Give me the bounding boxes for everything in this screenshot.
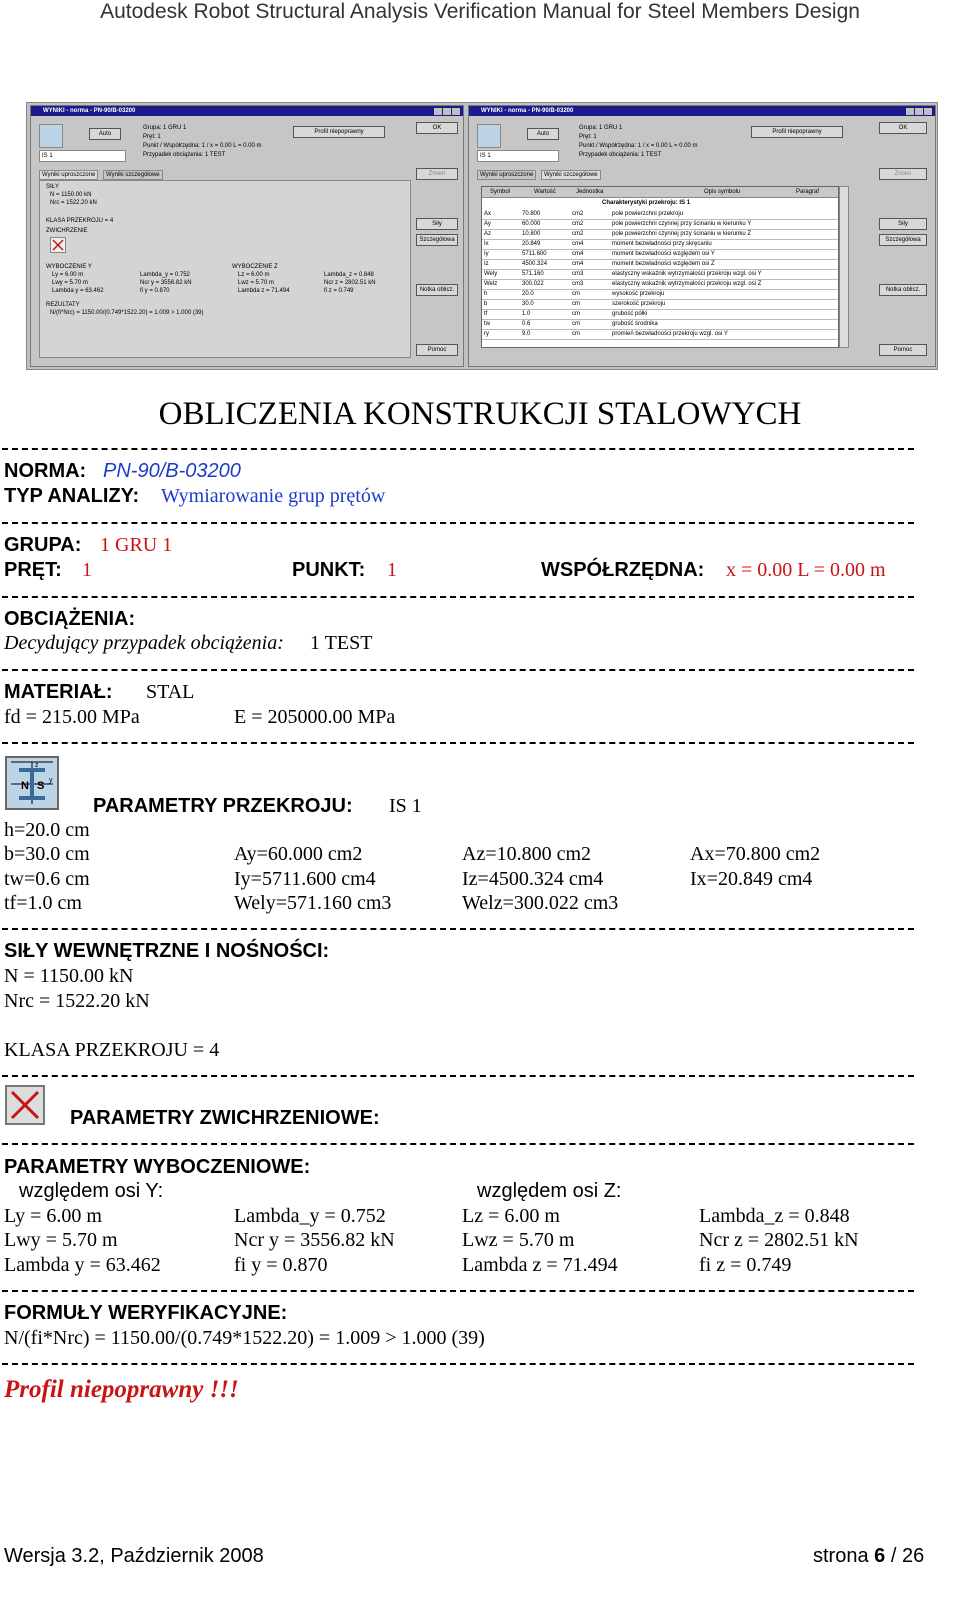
divider: [2, 1363, 914, 1365]
wzgledem-y-label: względem osi Y:: [19, 1180, 164, 1202]
table-cell: cm2: [572, 231, 584, 237]
tw-value: tw=0.6 cm: [4, 868, 90, 890]
table-cell: Ay: [484, 221, 491, 227]
svg-text:S: S: [37, 780, 45, 792]
sily-button[interactable]: Siły: [879, 218, 927, 230]
ncr-z-value: Ncr z = 2802.51 kN: [699, 1229, 859, 1251]
table-cell: cm3: [572, 281, 584, 287]
n-value: N = 1150.00 kN: [4, 965, 134, 987]
table-cell: moment bezwładności względem osi Z: [612, 261, 715, 267]
section-select[interactable]: IS 1: [477, 150, 559, 162]
window-title: WYNIKI - norma - PN-90/B-03200: [469, 106, 935, 116]
footer-page: strona 6 / 26: [813, 1545, 925, 1567]
table-cell: Ix: [484, 241, 489, 247]
auto-button[interactable]: Auto: [527, 128, 559, 140]
wzgledem-z-label: względem osi Z:: [477, 1180, 622, 1202]
table-cell: moment bezwładności względem osi Y: [612, 251, 715, 257]
profil-button[interactable]: Profil niepoprawny: [751, 126, 843, 138]
svg-text:y: y: [49, 777, 53, 784]
ly-value: Ly = 6.00 m: [4, 1205, 102, 1227]
table-cell: cm4: [572, 251, 584, 257]
window-title: WYNIKI - norma - PN-90/B-03200: [31, 106, 463, 116]
table-cell: ry: [484, 331, 489, 337]
tab-simplified[interactable]: Wyniki uproszczone: [39, 170, 98, 180]
footer-version: Wersja 3.2, Październik 2008: [4, 1545, 264, 1567]
divider: [2, 1143, 914, 1145]
obciazenia-value: 1 TEST: [310, 632, 373, 654]
material-label: MATERIAŁ:: [4, 681, 113, 703]
iy-value: Iy=5711.600 cm4: [234, 868, 376, 890]
pret-text: Pręt: 1: [143, 134, 161, 140]
i-section-icon: [5, 756, 59, 810]
table-cell: cm: [572, 291, 580, 297]
table-cell: elastyczny wskaźnik wytrzymałości przekroju wzgl. osi Y: [612, 271, 762, 277]
wspolrzedna-value: x = 0.00 L = 0.00 m: [726, 559, 886, 581]
table-cell: Ax: [484, 211, 492, 217]
divider: [2, 928, 914, 930]
table-cell: 30.0: [522, 301, 534, 307]
typ-value: Wymiarowanie grup prętów: [161, 485, 386, 507]
typ-label: TYP ANALIZY:: [4, 485, 140, 507]
divider: [2, 522, 914, 524]
divider: [2, 669, 914, 671]
divider: [2, 1075, 914, 1077]
table-cell: wysokość przekroju: [612, 291, 665, 297]
lambda-z-value: Lambda z = 71.494: [462, 1254, 618, 1276]
ok-button[interactable]: OK: [879, 122, 927, 134]
table-cell: moment bezwładności przy skręcaniu: [612, 241, 712, 247]
table-cell: 60.000: [522, 221, 541, 227]
table-cell: tf: [484, 311, 488, 317]
obciazenia-desc: Decydujący przypadek obciążenia:: [4, 632, 284, 654]
wspolrzedna-label: WSPÓŁRZĘDNA:: [541, 559, 705, 581]
nrc-value: Nrc = 1522.20 kN: [4, 990, 150, 1012]
screenshot-area: [26, 102, 938, 370]
pomoc-button[interactable]: Pomoc: [879, 344, 927, 356]
page-header: Autodesk Robot Structural Analysis Verification Manual for Steel Members Design: [100, 0, 860, 23]
tf-value: tf=1.0 cm: [4, 892, 82, 914]
formuly-label: FORMUŁY WERYFIKACYJNE:: [4, 1302, 288, 1324]
table-cell: b: [484, 301, 488, 307]
lwy-value: Lwy = 5.70 m: [4, 1229, 118, 1251]
table-title: Charakterystyki przekroju: IS 1: [602, 200, 691, 206]
table-cell: 9.0: [522, 331, 531, 337]
table-cell: cm2: [572, 221, 584, 227]
lwz-value: Lwz = 5.70 m: [462, 1229, 575, 1251]
table-cell: cm4: [572, 261, 584, 267]
parametry-przekroju-label: PARAMETRY PRZEKROJU:: [93, 795, 353, 817]
ay-value: Ay=60.000 cm2: [234, 843, 363, 865]
h-value: h=20.0 cm: [4, 819, 90, 841]
section-properties-table: [481, 186, 839, 348]
notka-button[interactable]: Notka oblicz.: [879, 284, 927, 296]
section-icon[interactable]: [39, 124, 63, 148]
table-cell: cm3: [572, 271, 584, 277]
auto-button[interactable]: Auto: [89, 128, 121, 140]
fd-value: fd = 215.00 MPa: [4, 706, 140, 728]
table-cell: szerokość przekroju: [612, 301, 666, 307]
punkt-text: Punkt / Współrzędna: 1 / x = 0.00 L = 0.00 m: [143, 143, 262, 149]
sily-button[interactable]: Siły: [416, 218, 458, 230]
table-cell: grubość półki: [612, 311, 648, 317]
divider: [2, 448, 914, 450]
e-value: E = 205000.00 MPa: [234, 706, 396, 728]
tab-detailed[interactable]: Wyniki szczegółowe: [541, 170, 601, 180]
table-cell: 300.022: [522, 281, 544, 287]
table-cell: h: [484, 291, 488, 297]
table-cell: Iy: [484, 251, 489, 257]
szczegolowa-button[interactable]: Szczegółowa: [879, 234, 927, 246]
lambda-y-value: Lambda y = 63.462: [4, 1254, 161, 1276]
table-cell: 4500.324: [522, 261, 548, 267]
table-cell: tw: [484, 321, 490, 327]
table-cell: Az: [484, 231, 492, 237]
table-scrollbar[interactable]: [839, 186, 849, 348]
svg-text:z: z: [35, 762, 39, 769]
table-cell: Wely: [484, 271, 498, 277]
fi-z-value: fi z = 0.749: [699, 1254, 792, 1276]
pomoc-button[interactable]: Pomoc: [416, 344, 458, 356]
wely-value: Wely=571.160 cm3: [234, 892, 392, 914]
zwichrzeniowe-label: PARAMETRY ZWICHRZENIOWE:: [70, 1107, 380, 1129]
pret-value: 1: [82, 559, 92, 581]
szczegolowa-button[interactable]: Szczegółowa: [416, 234, 458, 246]
table-cell: 70.800: [522, 211, 541, 217]
table-cell: 20.0: [522, 291, 534, 297]
norma-value: PN-90/B-03200: [103, 460, 241, 482]
divider: [2, 1290, 914, 1292]
table-cell: 0.6: [522, 321, 531, 327]
ok-button[interactable]: OK: [416, 122, 458, 134]
table-cell: pole powierzchni czynnej przy ścinaniu w kierunku Y: [612, 221, 752, 227]
ncr-y-value: Ncr y = 3556.82 kN: [234, 1229, 395, 1251]
lt-cross-icon-small: [50, 237, 66, 253]
lz-value: Lz = 6.00 m: [462, 1205, 560, 1227]
table-cell: elastyczny wskaźnik wytrzymałości przekroju wzgl. osi Z: [612, 281, 762, 287]
wyboczeniowe-label: PARAMETRY WYBOCZENIOWE:: [4, 1156, 311, 1178]
formula-value: N/(fi*Nrc) = 1150.00/(0.749*1522.20) = 1.009 > 1.000 (39): [4, 1327, 485, 1349]
ax-value: Ax=70.800 cm2: [690, 843, 821, 865]
verdict-text: Profil niepoprawny !!!: [4, 1376, 239, 1403]
table-cell: cm4: [572, 241, 584, 247]
lambda-z-rel-value: Lambda_z = 0.848: [699, 1205, 850, 1227]
table-cell: promień bezwładności przekroju wzgl. osi Y: [612, 331, 728, 337]
table-header: Symbol Wartość Jednostka Opis symbolu Paragraf: [482, 187, 838, 198]
przypadek-text: Przypadek obciążenia: 1 TEST: [143, 152, 226, 158]
klasa-value: KLASA PRZEKROJU = 4: [4, 1039, 220, 1061]
az-value: Az=10.800 cm2: [462, 843, 592, 865]
zmien-button[interactable]: Zmień: [879, 168, 927, 180]
table-cell: cm2: [572, 211, 584, 217]
notka-button[interactable]: Notka oblicz.: [416, 284, 458, 296]
norma-label: NORMA:: [4, 460, 87, 482]
divider: [2, 596, 914, 598]
zmien-button[interactable]: Zmień: [416, 168, 458, 180]
material-value: STAL: [146, 681, 195, 703]
table-cell: 5711.600: [522, 251, 547, 257]
grupa-label: GRUPA:: [4, 534, 82, 556]
lambda-y-rel-value: Lambda_y = 0.752: [234, 1205, 386, 1227]
results-panel: SIŁY N = 1150.00 kN Nrc = 1522.20 kN KLASA PRZEKROJU = 4 ZWICHRZENIE WYBOCZENIE Y Ly = 6.00 m Lwy = 5.70 m Lambda y = 63.462 Lambda_y = 0.752 Ncr y = 3556.82 kN fi y = 0.870 WYBOCZENIE Z Lz = 6.00 m Lwz = 5.70 m Lambda z = 71.494 Lambda_z = 0.848 Ncr z = 2802.51 kN fi z = 0.749 REZULTATY N/(fi*Nrc) = 1150.00/(0.749*1522.20) = 1.009 > 1.000 (39): [39, 180, 411, 358]
table-cell: pole powierzchni czynnej przy ścinaniu w kierunku Z: [612, 231, 752, 237]
table-cell: cm: [572, 331, 580, 337]
fi-y-value: fi y = 0.870: [234, 1254, 328, 1276]
doc-title: OBLICZENIA KONSTRUKCJI STALOWYCH: [158, 396, 802, 432]
table-cell: 20.849: [522, 241, 541, 247]
table-cell: 1.0: [522, 311, 531, 317]
ix-value: Ix=20.849 cm4: [690, 868, 813, 890]
grupa-value: 1 GRU 1: [100, 534, 173, 556]
table-cell: 10.800: [522, 231, 541, 237]
table-cell: grubość środnika: [612, 321, 658, 327]
table-cell: cm: [572, 311, 580, 317]
profil-button[interactable]: Profil niepoprawny: [293, 126, 385, 138]
results-window-left: [30, 105, 464, 367]
table-row[interactable]: [482, 329, 838, 340]
table-cell: Iz: [484, 261, 489, 267]
section-icon[interactable]: [477, 124, 501, 148]
table-cell: Welz: [484, 281, 498, 287]
grupa-text: Grupa: 1 GRU 1: [143, 125, 187, 131]
welz-value: Welz=300.022 cm3: [462, 892, 619, 914]
table-cell: pole powierzchni przekroju: [612, 211, 684, 217]
window-controls[interactable]: [433, 108, 460, 117]
parametry-przekroju-value: IS 1: [389, 795, 422, 817]
results-window-right: WYNIKI - norma - PN-90/B-03200 Auto Grupa: 1 GRU 1 Pręt: 1 Punkt / Współrzędna: 1 / x = 0.00 L = 0.00 m Przypadek obciążenia: 1 TEST Profil niepoprawny OK IS 1 Zmień Wyniki uproszczone Wyniki szczegółowe Symbol Wartość Jednostka Opis symbolu Paragraf Charakterystyki przekroju: IS 1 Ax 70.800 cm2 pole powierzchni przekroju Ay 60.000 cm2 pole powierzchni czynnej przy ścinaniu w kierunku Y Az 10.800 cm2 pole powierzchni czynnej przy ścinaniu w kierunku Z Ix 20.849 cm4 moment bezwładności przy skręcaniu Iy 5711.600 cm4 moment bezwładności względem osi Y Iz 4500.324 cm4 moment bezwładności względem osi Z Wely 571.160 cm3 elastyczny wskaźnik wytrzymałości przekroju wzgl. osi Y Welz 300.022 cm3 elastyczny wskaźnik wytrzymałości przekroju wzgl. osi Z h 20.0 cm wysokość przekroju b 30.0 cm szerokość przekroju tf 1.0 cm grubość półki tw 0.6 cm grubość środnika ry 9.0 cm promień bezwładności przekroju wzgl. osi Y Siły Szczegółowa Notka oblicz. Pomoc: [468, 105, 936, 367]
iz-value: Iz=4500.324 cm4: [462, 868, 604, 890]
divider: [2, 742, 914, 744]
tab-detailed[interactable]: Wyniki szczegółowe: [103, 170, 163, 180]
punkt-label: PUNKT:: [292, 559, 366, 581]
svg-text:N: N: [21, 780, 29, 792]
b-value: b=30.0 cm: [4, 843, 90, 865]
punkt-value: 1: [387, 559, 397, 581]
lateral-torsional-cross-icon: [5, 1085, 45, 1125]
table-cell: cm: [572, 321, 580, 327]
window-controls[interactable]: [905, 108, 932, 117]
table-cell: cm: [572, 301, 580, 307]
sily-label: SIŁY WEWNĘTRZNE I NOŚNOŚCI:: [4, 940, 330, 962]
section-select[interactable]: IS 1: [39, 150, 126, 162]
pret-label: PRĘT:: [4, 559, 62, 581]
table-cell: 571.160: [522, 271, 544, 277]
tab-simplified[interactable]: Wyniki uproszczone: [477, 170, 536, 180]
obciazenia-label: OBCIĄŻENIA:: [4, 608, 136, 630]
